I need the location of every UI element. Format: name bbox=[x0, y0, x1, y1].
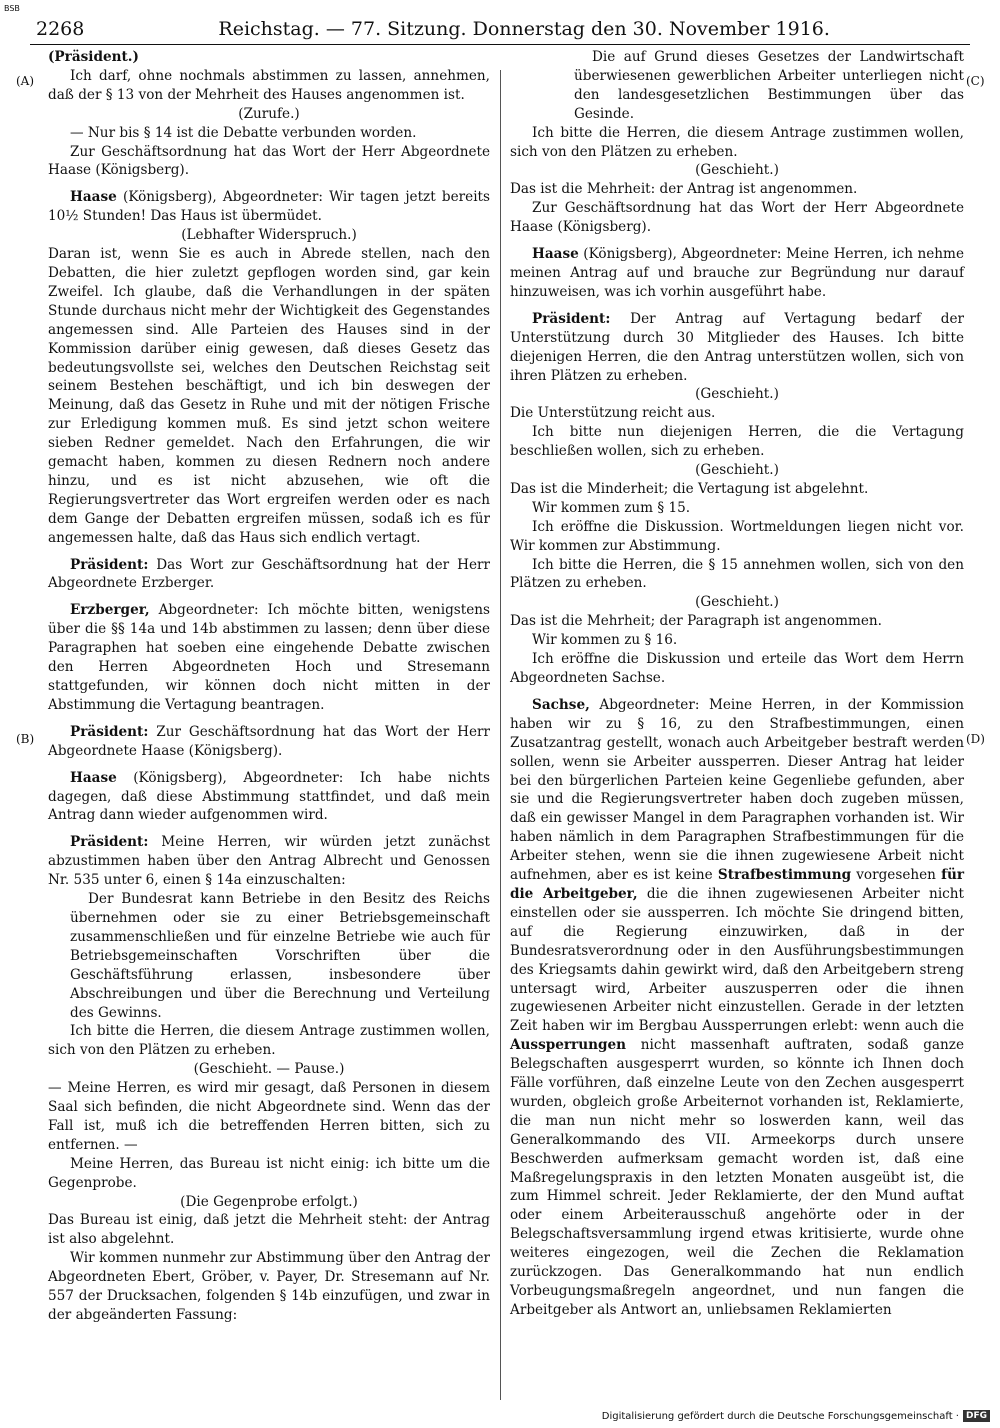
paragraph: Die Unterstützung reicht aus. bbox=[510, 405, 716, 422]
paragraph: Wir kommen nunmehr zur Abstimmung über den Antrag der Abgeordneten Ebert, Gröber, v. Payer, Dr. Stresemann auf Nr. 557 der Drucksachen, folgenden § 14b einzufügen, und zwar in der abgeänderten Fassung: bbox=[48, 1250, 490, 1323]
speech bbox=[48, 556, 490, 594]
paragraph: — Nur bis § 14 ist die Debatte verbunden worden. bbox=[70, 124, 417, 141]
speaker-tag: (Präsident.) bbox=[48, 49, 139, 65]
speech-text: Abgeordneter: Ich möchte bitten, wenigstens über die §§ 14a und 14b abstimmen zu lassen; denn über diese Paragraphen hat soeben eine eingehende Debatte zwischen den Herren Abgeordneten Hoch und Stresemann stattgefunden, wir können doch nicht mitten in der Abstimmung die Vertagung beantragen. bbox=[48, 602, 490, 713]
speaker-name: Haase bbox=[70, 769, 117, 786]
margin-mark-d: (D) bbox=[966, 732, 985, 746]
paragraph: Zur Geschäftsordnung hat das Wort der Herr Abgeordnete Haase (Königsberg). bbox=[48, 143, 490, 179]
speech-text: Zur Geschäftsordnung hat das Wort der Herr Abgeordnete Haase (Königsberg). bbox=[48, 723, 490, 759]
stage-direction: (Geschieht.) bbox=[695, 162, 779, 179]
speech-text: (Königsberg), Abgeordneter: Ich habe nichts dagegen, daß diese Abstimmung stattfindet, und daß mein Antrag dann wieder aufgenommen wird. bbox=[48, 769, 490, 824]
stage-direction: (Geschieht. — Pause.) bbox=[193, 1061, 345, 1078]
column-divider bbox=[500, 70, 501, 1400]
emphasis: Strafbestimmung bbox=[717, 867, 852, 884]
quoted-motion: Die auf Grund dieses Gesetzes der Landwirtschaft überwiesenen gewerblichen Arbeiter unterliegen nicht den landesgesetzlichen Bestimmungen über das Gesinde. bbox=[574, 49, 964, 122]
speech bbox=[48, 601, 490, 714]
speech-text: nicht massenhaft auftraten, sodaß ganze Belegschaften ausgesperrt wurden, so könnte ich Ihnen doch Fälle vorführen, daß einzelne Leute von den Zechen ausgesperrt wurden, obgleich große Arbeiternot vorhanden ist, Reklamierte, die man nun nicht mehr so loswerden kann, weil das Generalkommando des VII. Armeekorps durch unsere Beschwerden aufmerksam gemacht worden ist, daß eine Maßregelungspraxis in den letzten Monaten ausgeübt ist, die zum Himmel schreit. Jeder Reklamierte, der den Mund auftat oder einem Arbeiterausschuß angehörte oder in der Belegschaftsversammlung irgend etwas kritisierte, wurde ohne weiteres eingezogen, weil die Zechen die Reklamation zurückzogen. Das Generalkommando hat nun endlich Vorbeugungsmaßregeln angeordnet, und nun fangen die Arbeitgeber als Antwort an, unliebsamen Reklamierten bbox=[510, 1037, 964, 1318]
source-mark: BSB bbox=[4, 4, 20, 13]
speech-text: Meine Herren, wir würden jetzt zunächst abzustimmen haben über den Antrag Albrecht und Genossen Nr. 535 unter 6, einen § 14a einzuschalten: bbox=[48, 834, 490, 889]
stage-direction: (Geschieht.) bbox=[695, 462, 779, 479]
paragraph: Ich bitte die Herren, die diesem Antrage zustimmen wollen, sich von den Plätzen zu erheben. bbox=[48, 1023, 490, 1059]
page-title: Reichstag. — 77. Sitzung. Donnerstag den 30. November 1916. bbox=[218, 18, 830, 40]
speech-text: die die ihnen zugewiesenen Arbeiter nicht einstellen oder sie aussperren. Ich möchte Sie dringend bitten, auf die Regierung einzuwirken, daß in der Bundesratsverordnung oder in den Ausführungsbestimmungen des Kriegsamts dahin gewirkt wird, daß den Arbeitgebern streng untersagt wird, Arbeiter auszusperren oder die ihnen zugewiesenen Arbeiter nicht einzustellen. Gerade in der letzten Zeit haben wir im Bergbau Aussperrungen erlebt: wenn auch die bbox=[510, 885, 964, 1035]
speech-text: Das Wort zur Geschäftsordnung hat der Herr Abgeordnete Erzberger. bbox=[48, 556, 490, 592]
speech bbox=[510, 310, 964, 386]
speaker-name: Präsident: bbox=[70, 723, 149, 740]
paragraph: Daran ist, wenn Sie es auch in Abrede stellen, nach den Debatten, die hier zuletzt gepflogen worden sind, gar kein Zweifel. Ich glaube, daß die Verhandlungen in der späten Stunde durchaus nicht mehr der Wichtigkeit des Gegenstandes angemessen sind. Alle Parteien des Hauses sind in der Kommission darüber einig gewesen, daß dieses Gesetz das bedeutungsvollste sei, welches den Deutschen Reichstag seit seinem Bestehen beschäftigt, und ich bin deswegen der Meinung, daß das Gesetz in Ruhe und mit der nötigen Frische zur Erledigung kommen muß. Es sind jetzt schon weitere sieben Redner gemeldet. Nach den Erfahrungen, die wir gemacht haben, kommen zu diesen Rednern noch andere hinzu, und es ist nicht abzusehen, wie oft die Regierungsvertreter das Wort ergreifen werden oder es nach dem Gange der Debatten ergreifen müssen, sodaß ich es für angemessen halte, daß das Haus sich endlich vertagt. bbox=[48, 246, 490, 546]
stage-direction: (Zurufe.) bbox=[238, 105, 300, 122]
left-column bbox=[48, 48, 490, 1325]
dfg-logo: DFG bbox=[963, 1410, 990, 1422]
paragraph: Zur Geschäftsordnung hat das Wort der Herr Abgeordnete Haase (Königsberg). bbox=[510, 200, 964, 236]
stage-direction: (Geschieht.) bbox=[695, 594, 779, 611]
paragraph: — Meine Herren, es wird mir gesagt, daß Personen in diesem Saal sich befinden, die nicht Abgeordnete sind. Wenn das der Fall ist, muß ich die betreffenden Herren bitten, sich zu entfernen. — bbox=[48, 1080, 490, 1153]
paragraph: Ich eröffne die Diskussion und erteile das Wort dem Herrn Abgeordneten Sachse. bbox=[510, 651, 964, 686]
header-rule bbox=[30, 44, 970, 45]
speech-text: (Königsberg), Abgeordneter: Meine Herren, ich nehme meinen Antrag auf und brauche zur Begründung nur darauf hinzuweisen, was ich vorhin ausgeführt habe. bbox=[510, 246, 964, 300]
paragraph: Ich bitte nun diejenigen Herren, die die Vertagung beschließen wollen, sich zu erheben. bbox=[510, 424, 964, 460]
page-header bbox=[36, 18, 964, 42]
speaker-name: Haase bbox=[532, 246, 579, 263]
paragraph: Ich bitte die Herren, die diesem Antrage zustimmen wollen, sich von den Plätzen zu erheben. bbox=[510, 124, 964, 160]
stage-direction: (Lebhafter Widerspruch.) bbox=[181, 227, 357, 244]
emphasis: Aussperrungen bbox=[510, 1037, 627, 1054]
paragraph: Meine Herren, das Bureau ist nicht einig: ich bitte um die Gegenprobe. bbox=[48, 1155, 490, 1191]
speech bbox=[48, 188, 490, 226]
footer-text: Digitalisierung gefördert durch die Deutsche Forschungsgemeinschaft · bbox=[601, 1410, 959, 1422]
paragraph: Das ist die Minderheit; die Vertagung ist abgelehnt. bbox=[510, 480, 869, 497]
speech bbox=[48, 723, 490, 761]
page-number: 2268 bbox=[36, 18, 85, 40]
speech bbox=[510, 696, 964, 1320]
emphasis: für die Arbeitgeber, bbox=[510, 867, 964, 902]
speech-text: Der Antrag auf Vertagung bedarf der Unterstützung durch 30 Mitglieder des Hauses. Ich bitte diejenigen Herren, die den Antrag unterstützen wollen, sich von ihren Plätzen zu erheben. bbox=[510, 310, 964, 384]
speech-text: vorgesehen bbox=[851, 867, 942, 884]
speech-text: (Königsberg), Abgeordneter: Wir tagen jetzt bereits 10½ Stunden! Das Haus ist übermüdet. bbox=[48, 189, 490, 225]
stage-direction: (Die Gegenprobe erfolgt.) bbox=[180, 1193, 358, 1210]
speaker-name: Haase bbox=[70, 189, 117, 206]
speaker-name: Präsident: bbox=[70, 556, 149, 573]
stage-direction: (Geschieht.) bbox=[695, 386, 779, 403]
speaker-name: Erzberger, bbox=[70, 602, 150, 619]
margin-mark-c: (C) bbox=[966, 74, 985, 88]
paragraph: Ich bitte die Herren, die § 15 annehmen wollen, sich von den Plätzen zu erheben. bbox=[510, 556, 964, 592]
paragraph: Wir kommen zu § 16. bbox=[532, 632, 678, 649]
speech bbox=[510, 245, 964, 302]
paragraph: Das ist die Mehrheit: der Antrag ist angenommen. bbox=[510, 181, 858, 198]
quoted-motion: Der Bundesrat kann Betriebe in den Besitz des Reichs übernehmen oder sie zu einer Betriebsgemeinschaft zusammenschließen und für einzelne Betriebe wie auch für Betriebsgemeinschaften Vorschriften über die Geschäftsführung erlassen, insbesondere über Abschreibungen und über die Berechnung und Verteilung des Gewinns. bbox=[70, 891, 490, 1021]
paragraph: Das Bureau ist einig, daß jetzt die Mehrheit steht: der Antrag ist also abgelehnt. bbox=[48, 1212, 490, 1248]
footer bbox=[602, 1410, 990, 1422]
paragraph: Ich darf, ohne nochmals abstimmen zu lassen, annehmen, daß der § 13 von der Mehrheit des Hauses angenommen ist. bbox=[48, 67, 490, 103]
paragraph: Ich eröffne die Diskussion. Wortmeldungen liegen nicht vor. Wir kommen zur Abstimmung. bbox=[510, 518, 964, 554]
speech-text: Abgeordneter: Meine Herren, in der Kommission haben wir zu § 16, zu den Strafbestimmungen, einen Zusatzantrag gestellt, wonach auch Arbeitgeber bestraft werden sollen, wenn sie Arbeiter aussperren. Dieser Antrag hat leider bei den bürgerlichen Parteien keine Gegenliebe gefunden, aber sie und die Regierungsvertreter haben doch zugeben müssen, daß ein gewisser Mangel in dem Paragraphen vorhanden ist. Wir haben nämlich in dem Paragraphen Strafbestimmungen für die Arbeiter stehen, wenn sie die ihnen zugewiesene Arbeit nicht aufnehmen, aber es ist keine bbox=[510, 696, 964, 884]
margin-mark-b: (B) bbox=[16, 732, 35, 746]
speaker-name: Sachse, bbox=[532, 696, 590, 713]
speech bbox=[48, 833, 490, 890]
speaker-name: Präsident: bbox=[532, 310, 611, 327]
paragraph: Wir kommen zum § 15. bbox=[532, 499, 691, 516]
speaker-name: Präsident: bbox=[70, 834, 149, 851]
right-column bbox=[510, 48, 964, 1320]
speech bbox=[48, 769, 490, 826]
paragraph: Das ist die Mehrheit; der Paragraph ist angenommen. bbox=[510, 613, 882, 630]
margin-mark-a: (A) bbox=[16, 74, 35, 88]
